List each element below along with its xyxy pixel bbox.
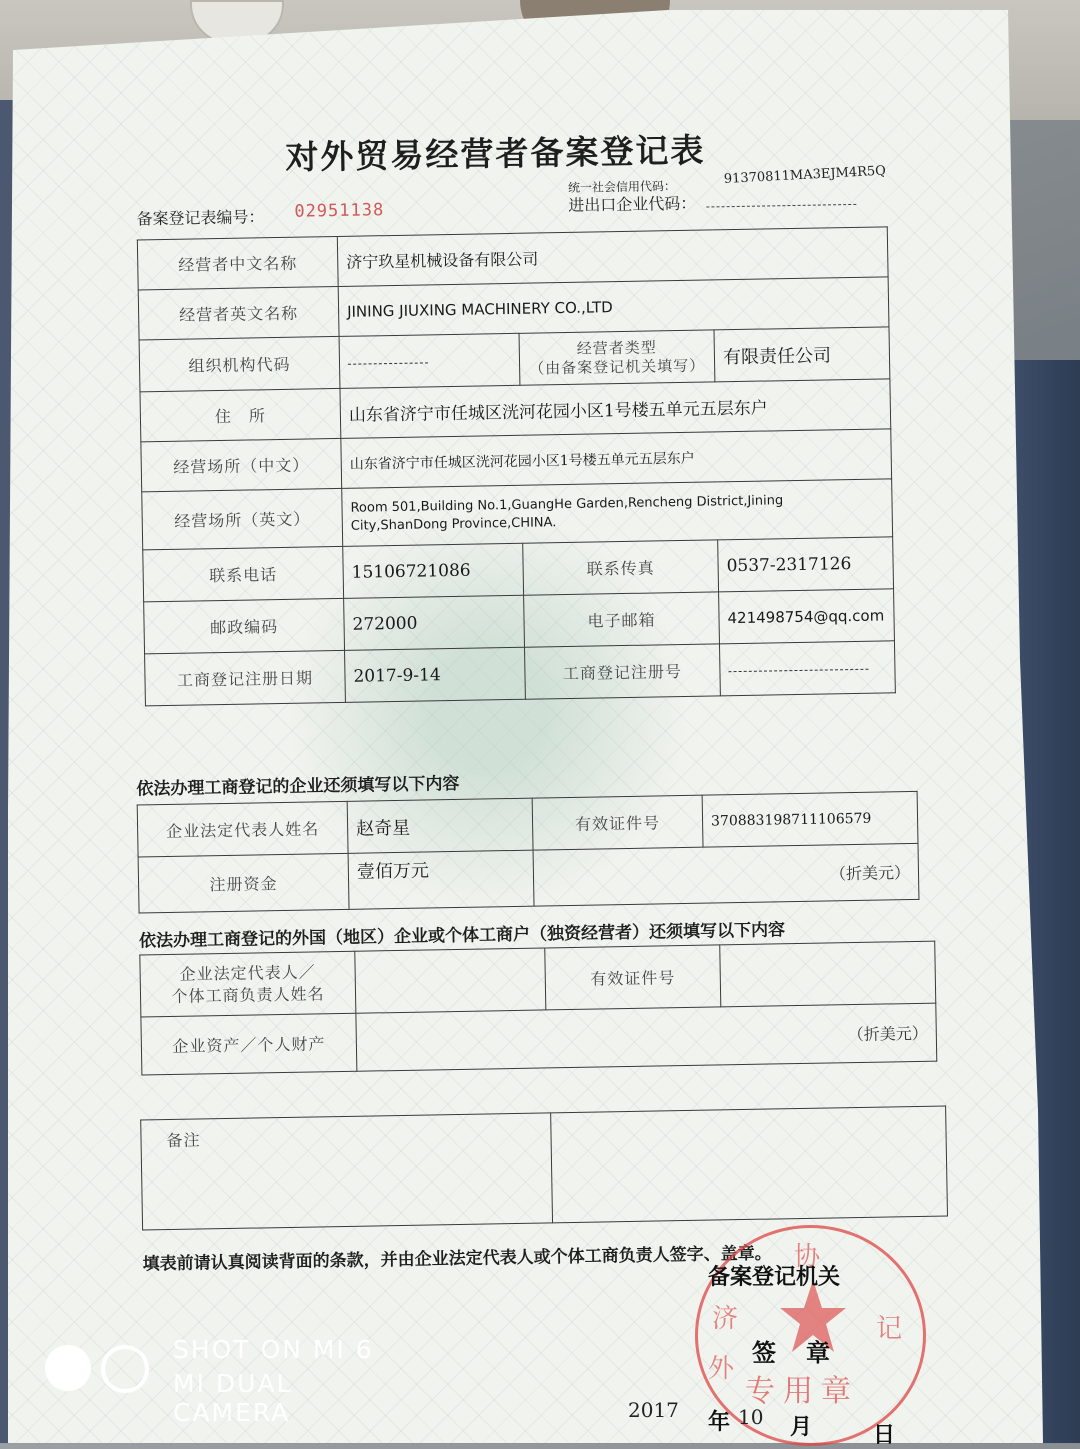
foreign-rep-label-line2: 个体工商负责人姓名	[171, 983, 325, 1006]
operator-type-value: 有限责任公司	[714, 327, 890, 382]
watermark-circle-icon	[45, 1345, 91, 1391]
stamp-ring-char: 记	[876, 1314, 903, 1344]
premises-en-value: Room 501,Building No.1,GuangHe Garden,Rencheng District,Jining City,ShanDong Province,CHINA.	[342, 479, 893, 547]
registration-no-value: 02951138	[294, 200, 385, 222]
company-table	[137, 791, 920, 914]
section-foreign-heading: 依法办理工商登记的外国（地区）企业或个体工商户（独资经营者）还须填写以下内容	[138, 920, 786, 952]
stamp-ring-char: 济	[712, 1304, 739, 1334]
operator-type-label-line1: 经营者类型	[576, 337, 657, 358]
registration-form	[105, 121, 927, 1395]
legal-rep-label: 企业法定代表人姓名	[137, 801, 348, 857]
id-label: 有效证件号	[532, 795, 703, 850]
capital-usd-label: （折美元）	[533, 843, 919, 906]
remarks-label: 备注	[141, 1113, 553, 1230]
reg-date-value: 2017-9-14	[345, 647, 526, 702]
ie-code-value	[706, 188, 856, 208]
legal-rep-value: 赵奇星	[347, 798, 533, 853]
en-name-value: JINING JIUXING MACHINERY CO.,LTD	[338, 277, 889, 337]
operator-type-label	[519, 330, 715, 385]
section-company-heading: 依法办理工商登记的企业还须填写以下内容	[136, 773, 460, 800]
footer-note: 填表前请认真阅读背面的条款，并由企业法定代表人或个体工商负责人签字、盖章。	[142, 1243, 772, 1275]
postcode-label: 邮政编码	[144, 598, 345, 653]
cn-name-value: 济宁玖星机械设备有限公司	[337, 227, 888, 287]
stamp-special-text: 专用章	[745, 1374, 859, 1409]
email-label: 电子邮箱	[524, 592, 720, 647]
assets-label: 企业资产／个人财产	[141, 1013, 357, 1075]
reg-no-value	[719, 641, 895, 696]
phone-value: 15106721086	[343, 543, 524, 598]
remarks-table	[140, 1105, 948, 1230]
date-day-char: 日	[873, 1423, 896, 1448]
registration-no-label: 备案登记表编号：	[136, 207, 265, 229]
email-value: 421498754@qq.com	[719, 589, 895, 644]
date-year-char: 年	[708, 1410, 731, 1435]
reg-no-label: 工商登记注册号	[525, 644, 721, 699]
foreign-rep-label-line1: 企业法定代表人／	[179, 961, 316, 984]
watermark-line1: SHOT ON MI 6	[173, 1335, 374, 1364]
capital-label: 注册资金	[138, 853, 349, 913]
id-value: 370883198711106579	[702, 791, 918, 847]
watermark-ring-icon	[101, 1345, 149, 1393]
postcode-value: 272000	[344, 595, 525, 650]
premises-cn-label: 经营场所（中文）	[141, 438, 342, 491]
ie-code-label: 进出口企业代码：	[568, 193, 697, 215]
foreign-id-label: 有效证件号	[545, 945, 721, 1010]
org-code-value	[339, 333, 520, 388]
remarks-value	[551, 1106, 948, 1223]
seal-label: 签章	[752, 1339, 860, 1367]
date-year: 2017	[628, 1398, 679, 1422]
date-month-char: 月	[790, 1415, 813, 1440]
foreign-id-value	[720, 941, 936, 1007]
operator-type-label-line2: （由备案登记机关填写）	[528, 356, 706, 378]
credit-code-value: 91370811MA3EJM4R5Q	[723, 163, 887, 188]
premises-en-label: 经营场所（英文）	[142, 488, 343, 549]
cn-name-label: 经营者中文名称	[137, 236, 338, 289]
phone-label: 联系电话	[143, 546, 344, 601]
reg-date-label: 工商登记注册日期	[145, 650, 346, 705]
fax-label: 联系传真	[523, 540, 719, 595]
stamp-ring-char: 外	[708, 1354, 735, 1384]
stamp-ring-char: 协	[794, 1242, 821, 1272]
form-title: 对外贸易经营者备案登记表	[285, 130, 706, 177]
camera-watermark	[45, 1335, 405, 1427]
org-code-label: 组织机构代码	[139, 336, 340, 391]
foreign-rep-value	[355, 948, 546, 1013]
empty-dash	[348, 361, 428, 364]
foreign-table	[139, 941, 937, 1076]
premises-cn-value: 山东省济宁市任城区洸河花园小区1号楼五单元五层东户	[341, 429, 892, 489]
authority-title: 备案登记机关	[708, 1265, 841, 1290]
en-name-label: 经营者英文名称	[138, 286, 339, 339]
operator-table	[137, 226, 896, 706]
capital-value: 壹佰万元	[348, 850, 534, 909]
foreign-rep-label	[140, 951, 356, 1017]
empty-dash	[728, 667, 868, 671]
assets-usd-label: （折美元）	[356, 1003, 937, 1071]
address-label: 住 所	[140, 388, 341, 441]
credit-code-label: 统一社会信用代码：	[567, 179, 677, 195]
date-month: 10	[738, 1405, 764, 1429]
address-value: 山东省济宁市任城区洸河花园小区1号楼五单元五层东户	[340, 379, 891, 439]
watermark-line2: MI DUAL CAMERA	[173, 1369, 293, 1427]
fax-value: 0537-2317126	[718, 537, 894, 592]
